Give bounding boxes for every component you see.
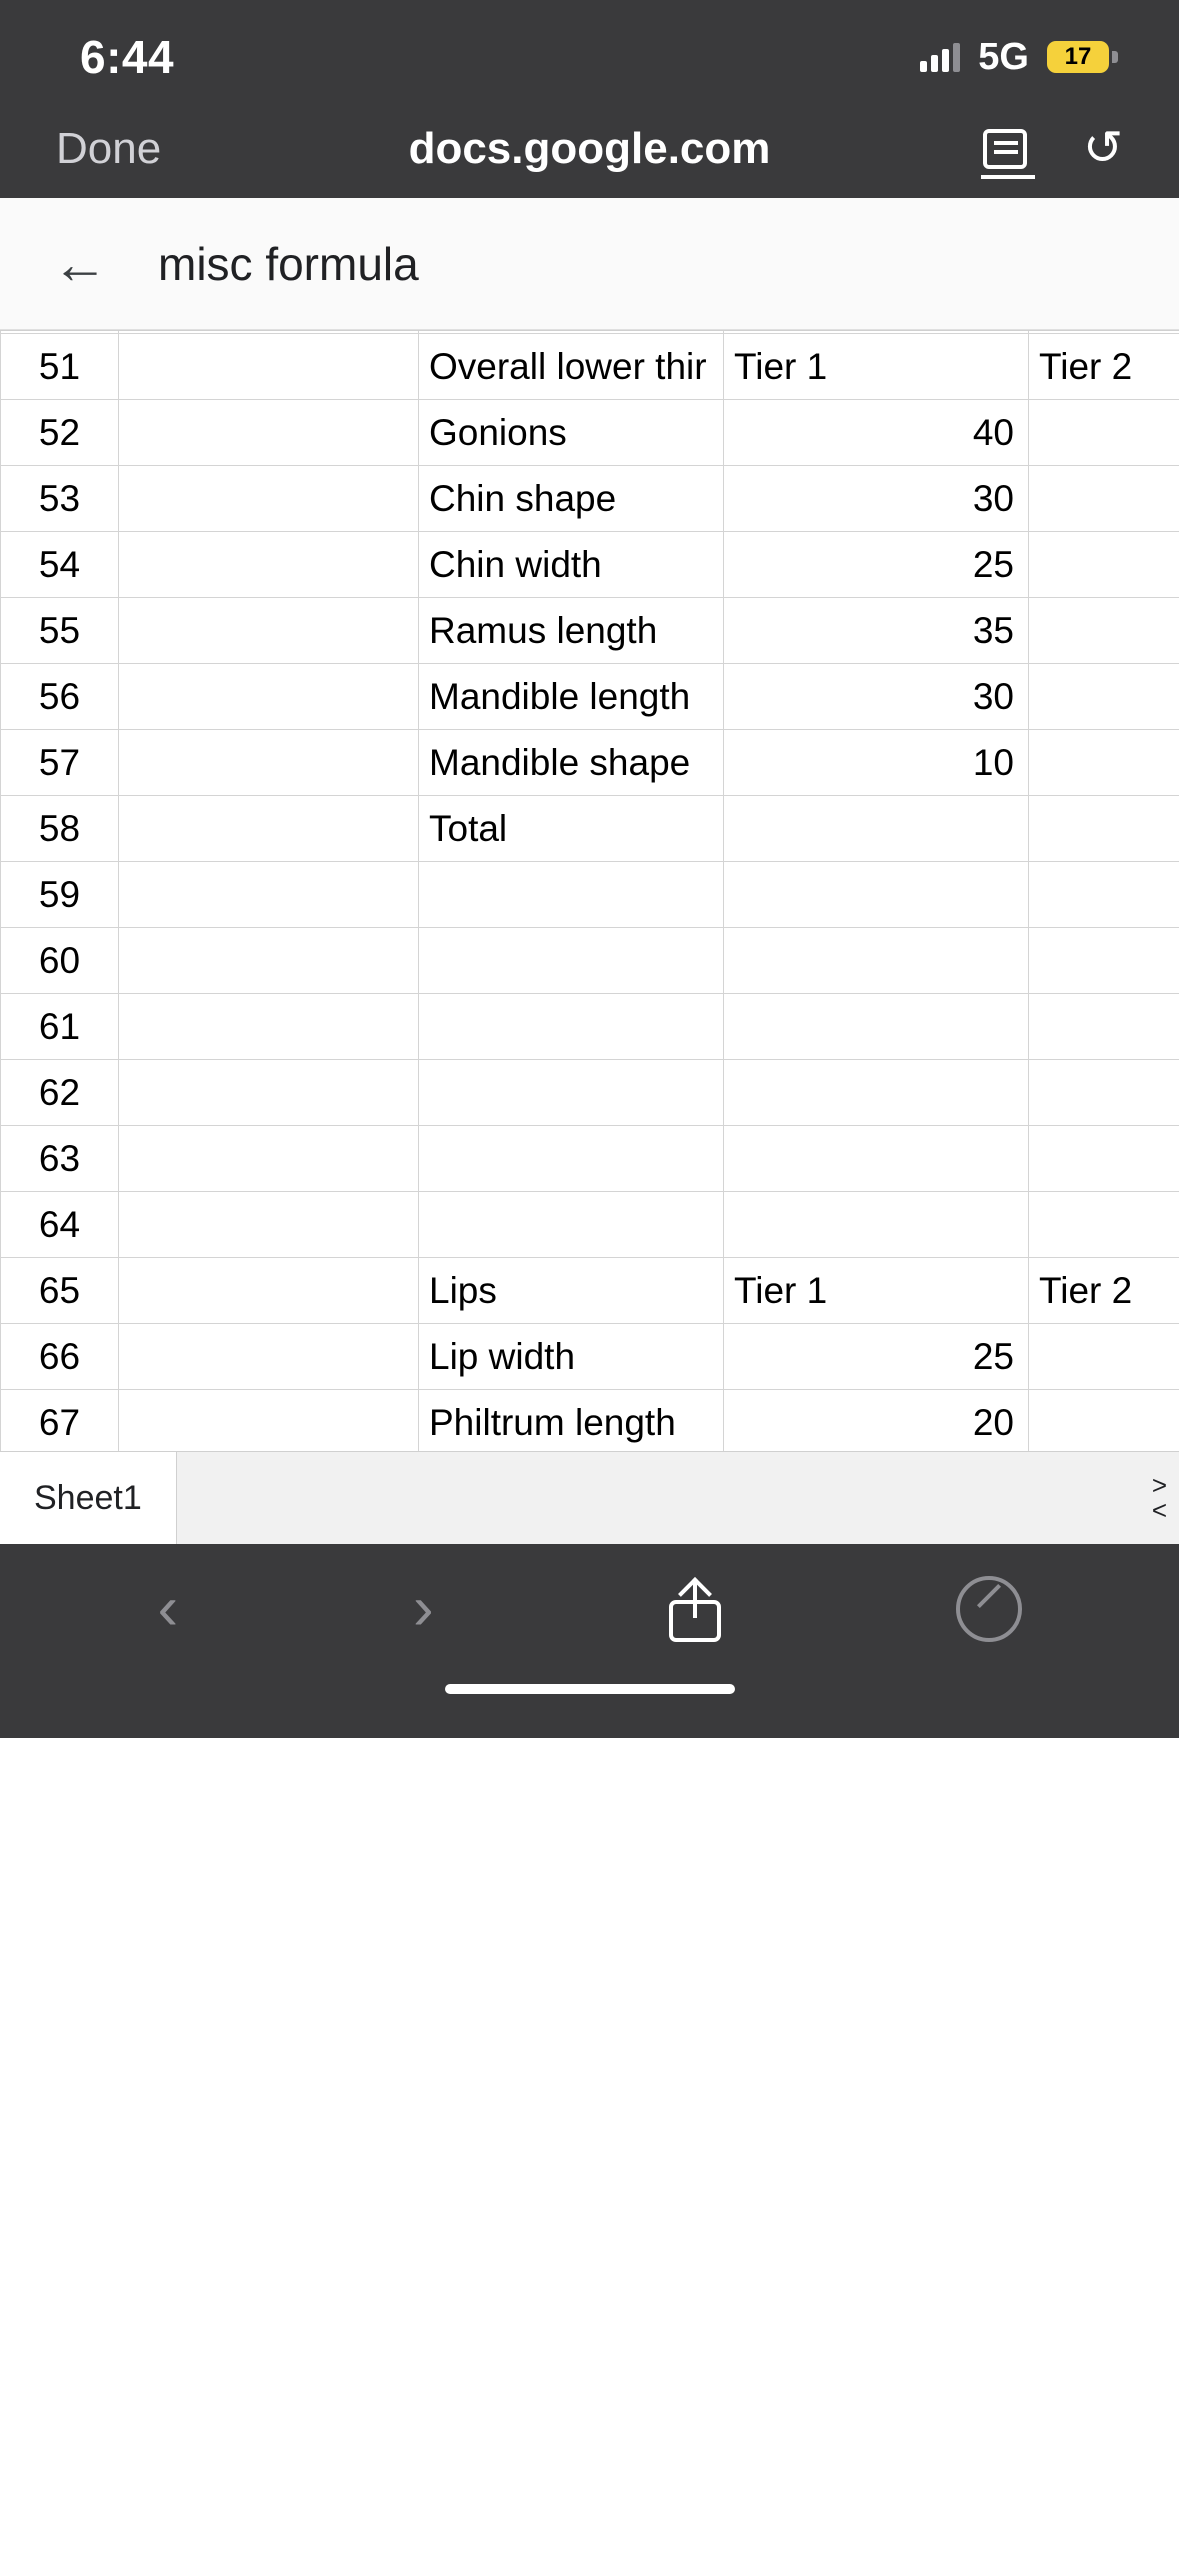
- table-row[interactable]: [1, 1192, 1179, 1258]
- back-arrow-icon[interactable]: ←: [52, 231, 108, 295]
- table-row[interactable]: [1, 1060, 1179, 1126]
- row-header[interactable]: 65: [1, 1258, 119, 1324]
- cell-d[interactable]: [724, 1192, 1029, 1258]
- cell-b[interactable]: [119, 1192, 419, 1258]
- cell-d[interactable]: [724, 1060, 1029, 1126]
- cell-c[interactable]: Chin width: [419, 532, 724, 598]
- browser-actions: [983, 122, 1123, 175]
- chevron-right-icon[interactable]: ›: [413, 1574, 434, 1643]
- network-type-label: 5G: [978, 35, 1029, 78]
- spreadsheet-viewport[interactable]: [0, 330, 1179, 1451]
- table-row[interactable]: [1, 730, 1179, 796]
- cell-e[interactable]: [1029, 730, 1179, 796]
- cell-d[interactable]: 30: [724, 466, 1029, 532]
- table-row[interactable]: [1, 334, 1179, 400]
- reader-view-icon[interactable]: [983, 129, 1027, 169]
- cell-b[interactable]: [119, 1126, 419, 1192]
- cell-d[interactable]: [724, 928, 1029, 994]
- sheet-tab-sheet1[interactable]: [0, 1452, 177, 1544]
- cell-d[interactable]: 40: [724, 400, 1029, 466]
- cell-c[interactable]: Overall lower thir: [419, 334, 724, 400]
- chevron-left-icon[interactable]: ‹: [157, 1574, 179, 1643]
- row-header[interactable]: 64: [1, 1192, 119, 1258]
- table-row[interactable]: [1, 598, 1179, 664]
- cell-e[interactable]: Tier 2: [1029, 1258, 1179, 1324]
- cell-d[interactable]: 25: [724, 1324, 1029, 1390]
- row-header[interactable]: 55: [1, 598, 119, 664]
- cell-d[interactable]: [724, 862, 1029, 928]
- page-url-label: docs.google.com: [408, 124, 771, 173]
- cell-e[interactable]: [1029, 598, 1179, 664]
- cell-e[interactable]: [1029, 994, 1179, 1060]
- cell-b[interactable]: [119, 796, 419, 862]
- cell-e[interactable]: Tier 2: [1029, 334, 1179, 400]
- cell-c[interactable]: Chin shape: [419, 466, 724, 532]
- table-row[interactable]: [1, 1390, 1179, 1452]
- row-header[interactable]: 67: [1, 1390, 119, 1452]
- done-button[interactable]: Done: [56, 124, 162, 173]
- row-header[interactable]: 56: [1, 664, 119, 730]
- reload-icon[interactable]: ↻: [1082, 122, 1123, 175]
- page-title: misc formula: [158, 237, 419, 290]
- cell-c[interactable]: Total: [419, 796, 724, 862]
- cell-b[interactable]: [119, 994, 419, 1060]
- cell-c[interactable]: Ramus length: [419, 598, 724, 664]
- cell-e[interactable]: [1029, 466, 1179, 532]
- table-row[interactable]: [1, 400, 1179, 466]
- cell-b[interactable]: [119, 532, 419, 598]
- cell-e[interactable]: [1029, 532, 1179, 598]
- cell-b[interactable]: [119, 400, 419, 466]
- cell-e[interactable]: [1029, 1126, 1179, 1192]
- cell-c[interactable]: Gonions: [419, 400, 724, 466]
- tab-scroll-next[interactable]: >: [1151, 1470, 1167, 1501]
- row-header[interactable]: 63: [1, 1126, 119, 1192]
- row-header[interactable]: 61: [1, 994, 119, 1060]
- cell-e[interactable]: [1029, 1324, 1179, 1390]
- cell-b[interactable]: [119, 1060, 419, 1126]
- table-row[interactable]: [1, 994, 1179, 1060]
- row-header[interactable]: 66: [1, 1324, 119, 1390]
- cell-c[interactable]: [419, 928, 724, 994]
- cell-e[interactable]: [1029, 796, 1179, 862]
- cell-d[interactable]: Tier 1: [724, 1258, 1029, 1324]
- browser-top-bar: [0, 100, 1179, 198]
- cell-e[interactable]: [1029, 862, 1179, 928]
- spreadsheet-grid[interactable]: [0, 330, 1179, 1451]
- compass-icon[interactable]: [956, 1576, 1022, 1642]
- cell-d[interactable]: [724, 994, 1029, 1060]
- tab-scroll-prev[interactable]: <: [1151, 1495, 1167, 1525]
- cell-c[interactable]: Lips: [419, 1258, 724, 1324]
- battery-icon: [1047, 41, 1109, 73]
- row-header[interactable]: 57: [1, 730, 119, 796]
- cell-b[interactable]: [119, 664, 419, 730]
- cell-d[interactable]: [724, 796, 1029, 862]
- cell-c[interactable]: [419, 862, 724, 928]
- document-header: [0, 198, 1179, 330]
- cell-e[interactable]: [1029, 1390, 1179, 1452]
- table-row[interactable]: [1, 928, 1179, 994]
- cell-d[interactable]: 20: [724, 1390, 1029, 1452]
- cell-b[interactable]: [119, 598, 419, 664]
- cell-b[interactable]: [119, 862, 419, 928]
- home-indicator: [445, 1684, 735, 1694]
- row-header[interactable]: 58: [1, 796, 119, 862]
- row-header[interactable]: 51: [1, 334, 119, 400]
- status-indicators: [920, 22, 1109, 79]
- cell-b[interactable]: [119, 1258, 419, 1324]
- cell-b[interactable]: [119, 466, 419, 532]
- cell-d[interactable]: 35: [724, 598, 1029, 664]
- cell-c[interactable]: Lip width: [419, 1324, 724, 1390]
- table-row[interactable]: [1, 466, 1179, 532]
- cell-b[interactable]: [119, 334, 419, 400]
- row-header[interactable]: 59: [1, 862, 119, 928]
- table-row[interactable]: [1, 1324, 1179, 1390]
- status-time: 6:44: [80, 31, 175, 83]
- share-icon[interactable]: [669, 1576, 721, 1642]
- cell-b[interactable]: [119, 928, 419, 994]
- sheet-tab-label: Sheet1: [34, 1478, 142, 1517]
- table-row[interactable]: [1, 1126, 1179, 1192]
- tab-scroll-controls[interactable]: [1152, 1452, 1179, 1544]
- cell-e[interactable]: [1029, 400, 1179, 466]
- row-header[interactable]: 62: [1, 1060, 119, 1126]
- cell-e[interactable]: [1029, 664, 1179, 730]
- cell-d[interactable]: [724, 1126, 1029, 1192]
- cell-e[interactable]: [1029, 1192, 1179, 1258]
- table-row[interactable]: [1, 1258, 1179, 1324]
- cell-c[interactable]: [419, 1126, 724, 1192]
- table-row[interactable]: [1, 532, 1179, 598]
- cell-d[interactable]: 10: [724, 730, 1029, 796]
- cell-b[interactable]: [119, 1324, 419, 1390]
- cell-d[interactable]: Tier 1: [724, 334, 1029, 400]
- cell-c[interactable]: [419, 1060, 724, 1126]
- browser-bottom-toolbar: [0, 1544, 1179, 1674]
- battery-percent-label: 17: [1064, 43, 1092, 70]
- row-header[interactable]: 52: [1, 400, 119, 466]
- status-bar: [0, 0, 1179, 100]
- row-header[interactable]: 60: [1, 928, 119, 994]
- row-header[interactable]: 54: [1, 532, 119, 598]
- cell-c[interactable]: [419, 1192, 724, 1258]
- table-row[interactable]: [1, 796, 1179, 862]
- cell-c[interactable]: [419, 994, 724, 1060]
- home-indicator-area: [0, 1674, 1179, 1738]
- sheet-tab-bar[interactable]: [0, 1451, 1179, 1544]
- cell-b[interactable]: [119, 1390, 419, 1452]
- table-row[interactable]: [1, 862, 1179, 928]
- table-row[interactable]: [1, 664, 1179, 730]
- cell-e[interactable]: [1029, 928, 1179, 994]
- cell-d[interactable]: 30: [724, 664, 1029, 730]
- cell-b[interactable]: [119, 730, 419, 796]
- row-header[interactable]: 53: [1, 466, 119, 532]
- cell-c[interactable]: Mandible shape: [419, 730, 724, 796]
- cellular-signal-icon: [920, 42, 960, 72]
- cell-d[interactable]: 25: [724, 532, 1029, 598]
- cell-c[interactable]: Philtrum length: [419, 1390, 724, 1452]
- cell-c[interactable]: Mandible length: [419, 664, 724, 730]
- cell-e[interactable]: [1029, 1060, 1179, 1126]
